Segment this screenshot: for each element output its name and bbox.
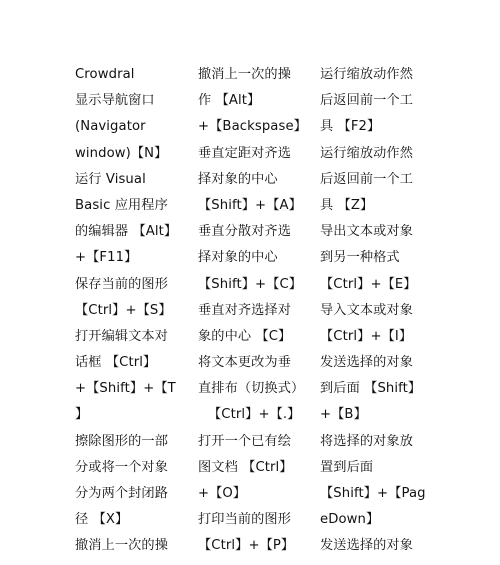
text-column-3 bbox=[320, 62, 432, 560]
text-line: 垂直对齐选择对 bbox=[198, 302, 292, 318]
text-line: 的编辑器 【Alt】 bbox=[75, 224, 178, 240]
text-line: 打开编辑文本对 bbox=[75, 328, 169, 344]
text-line: 运行缩放动作然 bbox=[320, 67, 414, 82]
text-line: 运行 Visual bbox=[75, 171, 146, 187]
text-line: 择对象的中心 bbox=[198, 250, 278, 266]
text-line: 后返回前一个工 bbox=[320, 171, 414, 187]
text-line: 保存当前的图形 bbox=[75, 276, 169, 292]
text-line: 象的中心 【C】 bbox=[198, 328, 292, 344]
text-line: +【F11】 bbox=[75, 250, 138, 266]
text-line: 打印当前的图形 bbox=[198, 512, 292, 528]
text-line: 择对象的中心 bbox=[198, 171, 278, 187]
text-line: 将选择的对象放 bbox=[320, 433, 414, 449]
text-line: 导出文本或对象 bbox=[320, 224, 414, 240]
text-line: +【Backspase】 bbox=[198, 119, 307, 135]
text-line: 【Ctrl】+【.】 bbox=[208, 407, 301, 423]
text-column-2 bbox=[198, 62, 308, 560]
text-line: 话框 【Ctrl】 bbox=[75, 355, 157, 371]
text-line: 【Ctrl】+【I】 bbox=[320, 328, 413, 344]
text-line: (Navigator bbox=[75, 119, 146, 135]
text-line: 发送选择的对象 bbox=[320, 538, 414, 554]
text-line: +【Shift】+【T bbox=[75, 381, 176, 397]
text-line: 【Shift】+【Pag bbox=[320, 486, 426, 501]
text-line: 置到后面 bbox=[320, 459, 374, 475]
text-line: 到后面 【Shift】 bbox=[320, 381, 422, 397]
text-line: 】 bbox=[75, 407, 89, 423]
text-line: 分或将一个对象 bbox=[75, 459, 169, 475]
text-line: 垂直定距对齐选 bbox=[198, 145, 292, 161]
text-line: 直排布（切换式） bbox=[198, 381, 305, 397]
text-line: Basic 应用程序 bbox=[75, 197, 168, 213]
text-column-1 bbox=[75, 62, 187, 560]
text-line: 发送选择的对象 bbox=[320, 355, 414, 371]
text-line: 打开一个已有绘 bbox=[198, 433, 292, 449]
text-line: Crowdral bbox=[75, 67, 135, 82]
text-line: 具 【Z】 bbox=[320, 197, 374, 213]
text-line: eDown】 bbox=[320, 512, 380, 528]
text-line: 【Ctrl】+【E】 bbox=[320, 276, 417, 292]
text-line: 导入文本或对象 bbox=[320, 302, 414, 318]
text-line: 径 【X】 bbox=[75, 512, 129, 528]
text-line: window)【N】 bbox=[75, 145, 168, 161]
text-line: 作 【Alt】 bbox=[198, 93, 261, 109]
text-line: 后返回前一个工 bbox=[320, 93, 414, 109]
text-line: 将文本更改为垂 bbox=[198, 355, 292, 371]
text-line: 图文档 【Ctrl】 bbox=[198, 459, 293, 475]
text-line: 垂直分散对齐选 bbox=[198, 224, 292, 240]
text-line: 【Ctrl】+【S】 bbox=[75, 302, 172, 318]
text-line: 撤消上一次的操 bbox=[198, 67, 292, 82]
text-line: 具 【F2】 bbox=[320, 119, 381, 135]
text-line: +【B】 bbox=[320, 407, 367, 423]
text-line: 运行缩放动作然 bbox=[320, 145, 414, 161]
text-line: 擦除图形的一部 bbox=[75, 433, 169, 449]
text-line: 撤消上一次的操 bbox=[75, 538, 169, 554]
text-line: 分为两个封闭路 bbox=[75, 486, 169, 501]
text-line: +【O】 bbox=[198, 486, 247, 501]
text-line: 【Shift】+【C】 bbox=[198, 276, 303, 292]
text-line: 【Ctrl】+【P】 bbox=[198, 538, 295, 554]
text-line: 显示导航窗口 bbox=[75, 93, 155, 109]
text-line: 【Shift】+【A】 bbox=[198, 197, 302, 213]
text-line: 到另一种格式 bbox=[320, 250, 400, 266]
